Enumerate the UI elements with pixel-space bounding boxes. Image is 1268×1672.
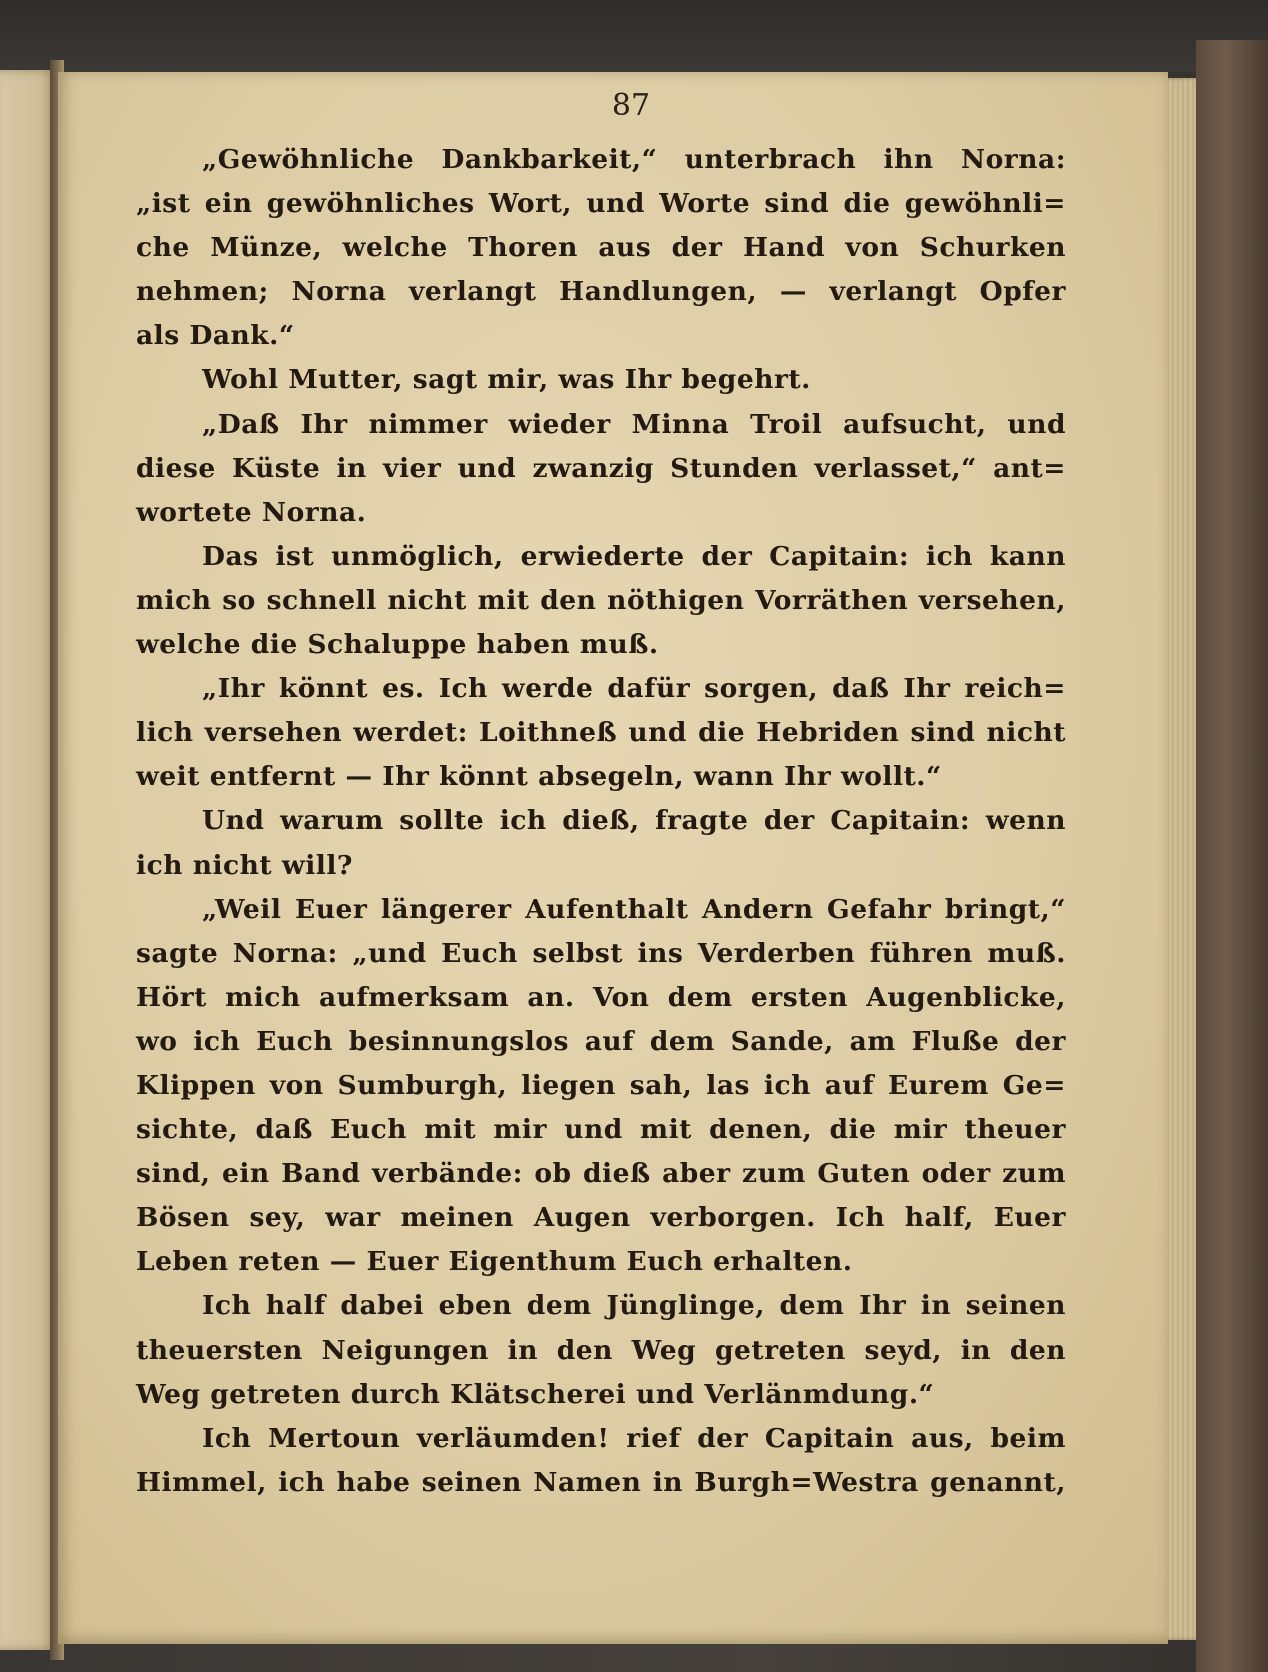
text-line: Himmel, ich habe seinen Namen in Burgh=Westra genannt, <box>136 1466 1066 1498</box>
book-page <box>58 72 1168 1644</box>
text-line: Leben reten — Euer Eigenthum Euch erhalten. <box>136 1246 853 1278</box>
page-number: 87 <box>611 88 651 123</box>
text-line: diese Küste in vier und zwanzig Stunden verlasset,“ ant= <box>136 452 1066 484</box>
text-line: che Münze, welche Thoren aus der Hand von Schurken <box>136 232 1066 264</box>
text-line: „Daß Ihr nimmer wieder Minna Troil aufsucht, und <box>202 408 1066 440</box>
text-line: Bösen sey, war meinen Augen verborgen. Ich half, Euer <box>136 1202 1066 1234</box>
text-line: sind, ein Band verbände: ob dieß aber zum Guten oder zum <box>136 1158 1066 1190</box>
text-line: lich versehen werdet: Loithneß und die Hebriden sind nicht <box>136 717 1066 749</box>
text-line: welche die Schaluppe haben muß. <box>136 629 659 661</box>
text-line: „Weil Euer längerer Aufenthalt Andern Gefahr bringt,“ <box>202 893 1066 925</box>
text-line: wortete Norna. <box>136 496 367 528</box>
text-line: Ich Mertoun verläumden! rief der Capitain aus, beim <box>202 1422 1066 1454</box>
text-line: Hört mich aufmerksam an. Von dem ersten Augenblicke, <box>136 981 1066 1013</box>
text-line: nehmen; Norna verlangt Handlungen, — verlangt Opfer <box>136 276 1066 308</box>
text-line: „ist ein gewöhnliches Wort, und Worte sind die gewöhnli= <box>136 188 1066 220</box>
text-line: Ich half dabei eben dem Jünglinge, dem Ihr in seinen <box>202 1290 1066 1322</box>
text-line: Weg getreten durch Klätscherei und Verlänmdung.“ <box>136 1378 935 1410</box>
text-line: sichte, daß Euch mit mir und mit denen, die mir theuer <box>136 1114 1066 1146</box>
text-line: Und warum sollte ich dieß, fragte der Capitain: wenn <box>202 805 1066 837</box>
page-text-block <box>136 138 1066 1505</box>
text-line: theuersten Neigungen in den Weg getreten seyd, in den <box>136 1334 1066 1366</box>
text-line: „Gewöhnliche Dankbarkeit,“ unterbrach ihn Norna: <box>202 144 1066 175</box>
text-line: als Dank.“ <box>136 320 295 352</box>
text-line: wo ich Euch besinnungslos auf dem Sande, am Fluße der <box>136 1025 1066 1057</box>
text-line: Das ist unmöglich, erwiederte der Capitain: ich kann <box>202 540 1066 572</box>
book-cover-right <box>1196 40 1268 1672</box>
cover-top-edge <box>0 0 1268 72</box>
text-line: weit entfernt — Ihr könnt absegeln, wann Ihr wollt.“ <box>136 761 942 793</box>
text-line: mich so schnell nicht mit den nöthigen Vorräthen versehen, <box>136 584 1066 616</box>
text-line: Wohl Mutter, sagt mir, was Ihr begehrt. <box>202 364 811 396</box>
text-line: ich nicht will? <box>136 849 353 881</box>
text-line: Klippen von Sumburgh, liegen sah, las ich auf Eurem Ge= <box>136 1069 1066 1101</box>
text-line: „Ihr könnt es. Ich werde dafür sorgen, daß Ihr reich= <box>202 673 1066 705</box>
text-line: sagte Norna: „und Euch selbst ins Verderben führen muß. <box>136 937 1066 969</box>
